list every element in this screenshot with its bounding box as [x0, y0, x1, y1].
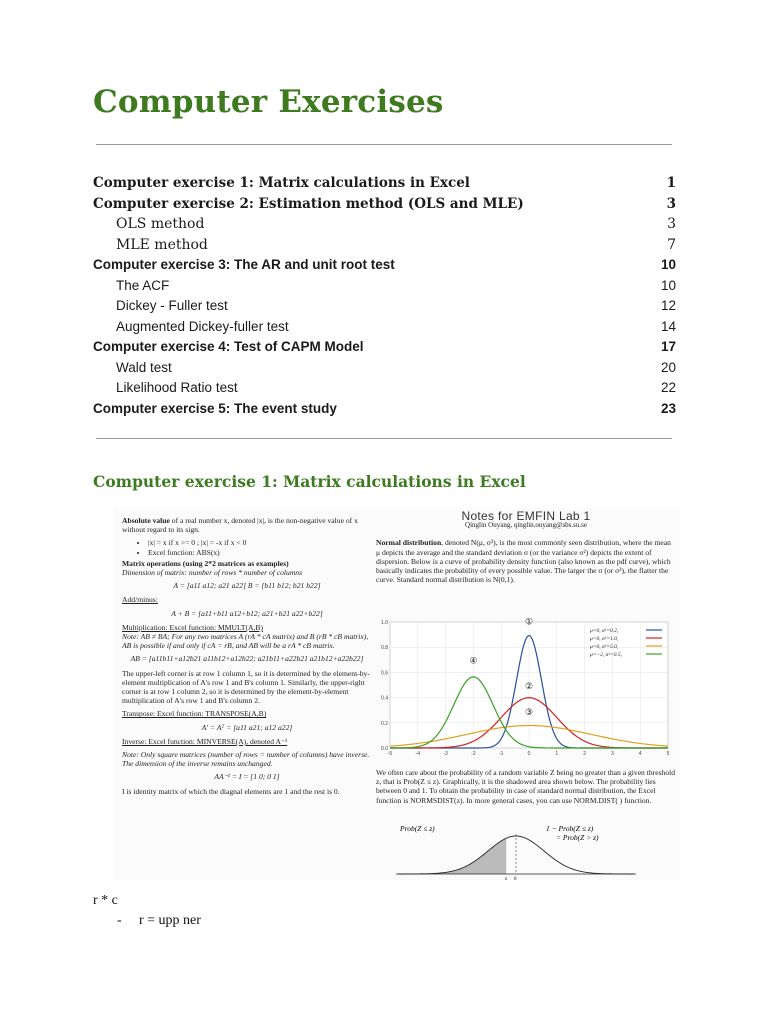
normal-heading: Normal distribution — [376, 538, 442, 548]
x-tick-label: 3 — [611, 751, 614, 756]
z-tick-label: z — [505, 877, 508, 880]
x-tick-label: -4 — [415, 751, 421, 756]
curve-marker: ② — [524, 681, 534, 692]
y-tick-label: 0.4 — [381, 695, 388, 702]
curve-marker: ① — [524, 617, 534, 628]
toc-entry[interactable] — [93, 237, 676, 258]
curve-marker: ④ — [469, 656, 478, 667]
transpose-formula: A' = Aᵀ = [a11 a21; a12 a22] — [201, 722, 293, 732]
toc-entry-page: 3 — [667, 216, 676, 232]
toc-entry-title: Computer exercise 2: Estimation method (OLS and MLE) — [93, 195, 524, 212]
toc-entry-page: 20 — [660, 359, 676, 375]
legend-label: μ=0, σ²=5.0, — [590, 644, 619, 650]
abs-heading: Absolute value — [122, 516, 170, 525]
toc-entry-title: Likelihood Ratio test — [116, 380, 238, 395]
abs-text: of a real number x, denoted |x|, is the non-negative value of x without regard to its sign. — [122, 516, 358, 535]
toc-entry-title: Computer exercise 3: The AR and unit root test — [93, 257, 395, 272]
toc-entry-page: 1 — [666, 175, 676, 191]
divider — [96, 438, 672, 439]
toc-entry[interactable] — [93, 380, 676, 401]
matrix-ops-heading: Matrix operations (using 2*2 matrices as examples) — [122, 558, 289, 568]
standard-normal-diagram — [396, 822, 636, 880]
toc-entry[interactable] — [93, 401, 676, 422]
x-tick-label: 1 — [555, 751, 559, 756]
x-tick-label: -2 — [471, 751, 476, 756]
dimension-note: Dimension of matrix: number of rows * number of columns — [122, 568, 303, 578]
x-tick-label: 5 — [666, 751, 670, 756]
notes-left-column — [122, 516, 372, 800]
prob-left-label: Prob(Z ≤ z) — [400, 824, 435, 833]
x-tick-label: -3 — [443, 751, 448, 756]
shaded-area — [398, 838, 506, 874]
x-tick-label: 0 — [527, 751, 531, 756]
multiplication-text: The upper-left corner is at row 1 column 1, so it is determined by the element-by-element multiplication of A's row 1 and B's column 1. Similarly, the upper-right corner is at row 1 column 2, so it is determined by the element-by-element multiplication of A's row 1 and B's column 2. — [122, 668, 370, 706]
notes-right-column — [376, 509, 676, 880]
normal-text: , denoted N(μ, σ²), is the most commonly seen distribution, where the mean μ depicts the average and the standard deviation σ (or the variance σ²) depicts the extent of dispersion. Below is a curve of probability density function (also known as the pdf curve), which basically indicates the probability of every possible value. The larger the σ (or σ²), the flatter the curve. Standard normal distribution is N(0,1). — [376, 538, 671, 585]
y-tick-label: 0.0 — [381, 746, 388, 752]
section-title: Computer exercise 1: Matrix calculations in Excel — [93, 472, 526, 491]
toc-entry-page: 12 — [660, 298, 676, 313]
normal-pdf-chart — [376, 616, 676, 756]
toc-entry[interactable] — [93, 196, 676, 217]
toc-entry-title: Wald test — [116, 359, 172, 375]
prob-right-label: 1 − Prob(Z ≤ z) — [546, 824, 594, 833]
legend-label: μ=−2, σ²=0.5, — [590, 652, 623, 658]
abs-bullet: • Excel function: ABS(x) — [148, 548, 372, 557]
toc-entry-page: 3 — [666, 195, 676, 212]
zero-tick-label: 0 — [514, 877, 517, 880]
multiplication-note: Note: AB ≠ BA; For any two matrices A (rA * cA matrix) and B (rB * cB matrix), AB is possible if and only if cA = rB, and AB will be a rA * cB matrix. — [122, 632, 369, 651]
note-line: r = upp ner — [139, 913, 201, 928]
transpose-heading: Transpose: Excel function: TRANSPOSE(A,B) — [122, 709, 267, 719]
toc-entry[interactable] — [93, 175, 676, 196]
x-tick-label: 2 — [583, 751, 586, 756]
toc-entry[interactable] — [93, 216, 676, 237]
toc-entry[interactable] — [93, 360, 676, 381]
add-formula: A + B = [a11+b11 a12+b12; a21+b21 a22+b22] — [171, 608, 323, 618]
toc-entry[interactable] — [93, 257, 676, 278]
toc-entry-title: Computer exercise 1: Matrix calculations in Excel — [93, 175, 470, 191]
add-minus-heading: Add/minus: — [122, 595, 158, 605]
legend-label: μ=0, σ²=0.2, — [590, 628, 619, 634]
note-line: r * c — [93, 893, 118, 908]
toc-entry-page: 23 — [660, 400, 676, 416]
abs-bullet: • |x| = x if x >= 0 ; |x| = -x if x < 0 — [148, 538, 372, 547]
toc-entry-page: 10 — [660, 277, 676, 293]
toc-entry-title: OLS method — [116, 216, 205, 232]
x-tick-label: -1 — [498, 751, 504, 756]
identity-text: I is identity matrix of which the diagnal elements are 1 and the rest is 0. — [122, 786, 340, 796]
page-title: Computer Exercises — [93, 84, 444, 120]
toc-entry-title: Computer exercise 4: Test of CAPM Model — [93, 339, 364, 354]
legend-label: μ=0, σ²=1.0, — [590, 636, 619, 642]
inverse-formula: AA⁻¹ = I = [1 0; 0 1] — [214, 772, 280, 782]
toc-entry-page: 7 — [667, 236, 676, 253]
prob-right-label-2: = Prob(Z > z) — [556, 833, 599, 842]
toc-entry-page: 10 — [660, 257, 676, 272]
scanned-notes-image — [114, 508, 679, 880]
multiplication-heading: Multiplication: Excel function: MMULT(A,B) — [122, 622, 264, 632]
toc-entry-page: 17 — [660, 339, 676, 354]
notes-author: Qinglin Ouyang, qinglin.ouyang@sbs.su.se — [465, 521, 587, 530]
toc-entry-page: 22 — [660, 380, 676, 395]
x-tick-label: -5 — [387, 751, 393, 756]
y-tick-label: 0.2 — [381, 720, 388, 727]
y-tick-label: 0.8 — [381, 645, 388, 652]
toc-entry-title: The ACF — [116, 277, 170, 293]
curve-marker: ③ — [524, 708, 534, 719]
toc-entry-title: Augmented Dickey-fuller test — [116, 318, 289, 334]
notes-heading: Notes for EMFIN Lab 1 — [461, 509, 591, 523]
inverse-note: Note: Only square matrices (number of rows = number of columns) have inverse. The dimension of the inverse remains unchanged. — [122, 750, 370, 769]
inverse-heading: Inverse: Excel function: MINVERSE(A), denoted A⁻¹ — [122, 736, 288, 746]
y-tick-label: 0.6 — [381, 670, 388, 677]
toc-entry-title: Dickey - Fuller test — [116, 298, 228, 313]
toc-entry-title: Computer exercise 5: The event study — [93, 400, 337, 416]
x-tick-label: 4 — [638, 751, 642, 756]
toc-entry[interactable] — [93, 298, 676, 319]
probability-text: We often care about the probability of a random variable Z being no greater than a given threshold z, that is Prob(Z ≤ z). Graphically, it is the shadowed area shown below. The probability lies between 0 and 1. To obtain the probability in case of standard normal distribution, the Excel function is NORMSDIST(z). In more general cases, you can use NORM.DIST( ) function. — [376, 768, 676, 805]
toc-entry[interactable] — [93, 319, 676, 340]
toc-entry-title: MLE method — [116, 236, 208, 253]
toc-entry-page: 14 — [660, 318, 676, 334]
divider — [96, 144, 672, 145]
toc-entry[interactable] — [93, 278, 676, 299]
matrix-definition: A = [a11 a12; a21 a22] B = [b11 b12; b21 b22] — [173, 581, 321, 591]
table-of-contents — [93, 175, 676, 421]
bullet-dash: - — [117, 913, 122, 928]
y-tick-label: 1.0 — [381, 620, 388, 626]
toc-entry[interactable] — [93, 339, 676, 360]
multiplication-formula: AB = [a11b11+a12b21 a11b12+a12b22; a21b11+a22b21 a21b12+a22b22] — [130, 654, 364, 664]
